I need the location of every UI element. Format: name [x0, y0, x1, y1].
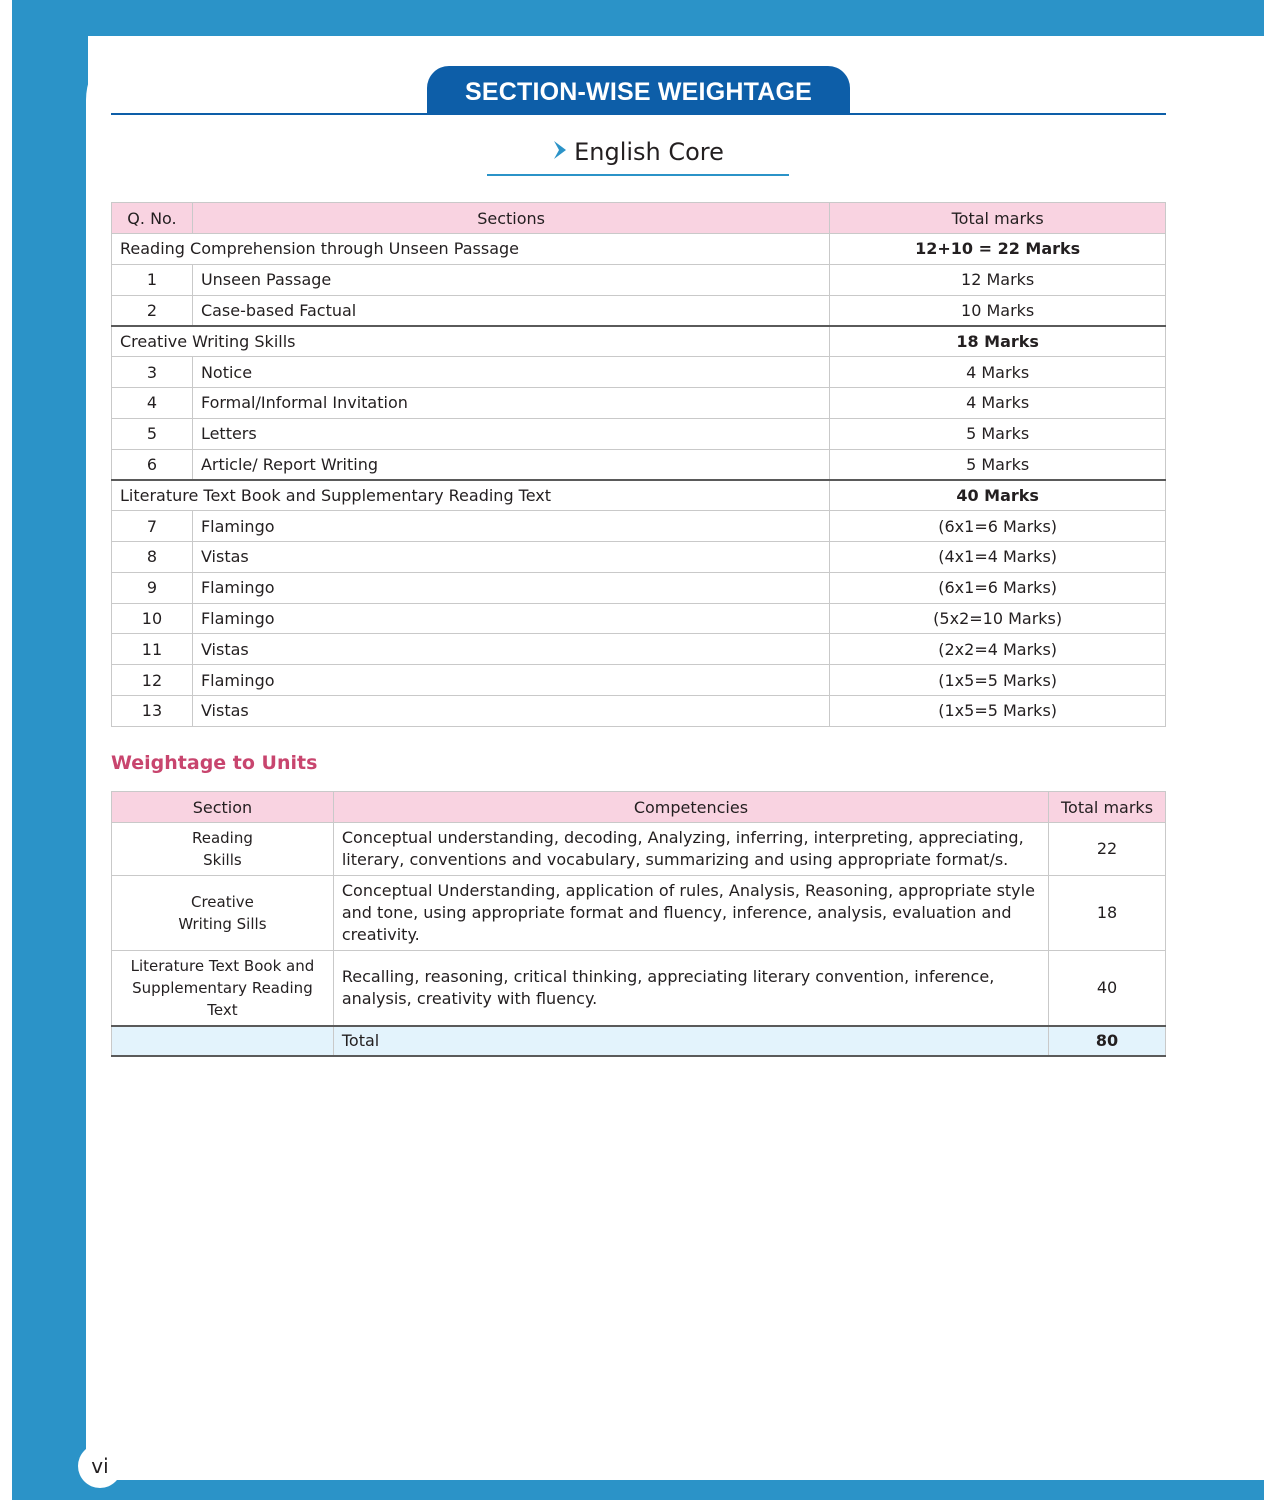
page-frame-left [12, 0, 88, 1500]
section-marks: (1x5=5 Marks) [830, 695, 1166, 726]
unit-section-line: Literature Text Book and [130, 957, 315, 975]
table-row [112, 572, 1166, 603]
header-section: Section [112, 792, 334, 823]
section-name: Case-based Factual [192, 295, 829, 326]
table-row [112, 387, 1166, 418]
total-row [112, 1026, 1166, 1056]
question-number: 13 [112, 695, 193, 726]
page-number: vi [78, 1444, 122, 1488]
chevron-right-icon [552, 140, 568, 160]
header-sections: Sections [192, 203, 829, 234]
unit-section [112, 823, 334, 876]
section-name: Article/ Report Writing [192, 449, 829, 480]
table-row [112, 951, 1166, 1027]
table-row [112, 357, 1166, 388]
section-name: Vistas [192, 541, 829, 572]
header-qno: Q. No. [112, 203, 193, 234]
question-number: 4 [112, 387, 193, 418]
unit-marks: 18 [1049, 876, 1166, 951]
units-weightage-table [111, 791, 1166, 1057]
group-row [112, 326, 1166, 357]
table-row [112, 541, 1166, 572]
units-heading: Weightage to Units [111, 752, 318, 774]
question-number: 8 [112, 541, 193, 572]
section-marks: 4 Marks [830, 387, 1166, 418]
section-marks: (1x5=5 Marks) [830, 665, 1166, 696]
section-marks: (6x1=6 Marks) [830, 572, 1166, 603]
unit-competencies: Recalling, reasoning, critical thinking, appreciating literary convention, inference, analysis, creativity with fluency. [333, 951, 1048, 1027]
question-number: 3 [112, 357, 193, 388]
subject-title [487, 138, 789, 176]
section-name: Flamingo [192, 511, 829, 542]
subject-text: English Core [574, 138, 724, 166]
table-row [112, 634, 1166, 665]
table-row [112, 665, 1166, 696]
page-frame-top [12, 0, 1264, 36]
unit-section-line: Skills [203, 851, 242, 869]
unit-section [112, 876, 334, 951]
section-name: Letters [192, 418, 829, 449]
section-marks: 5 Marks [830, 418, 1166, 449]
unit-section-line: Reading [191, 829, 253, 847]
unit-section-line: Creative [190, 893, 254, 911]
unit-section-line: Supplementary Reading Text [132, 979, 313, 1019]
table-row [112, 295, 1166, 326]
unit-marks: 40 [1049, 951, 1166, 1027]
section-marks: (2x2=4 Marks) [830, 634, 1166, 665]
group-title: Creative Writing Skills [112, 326, 830, 357]
section-name: Flamingo [192, 603, 829, 634]
section-banner: SECTION-WISE WEIGHTAGE [427, 66, 850, 114]
section-name: Formal/Informal Invitation [192, 387, 829, 418]
section-marks: (4x1=4 Marks) [830, 541, 1166, 572]
table-header-row [112, 792, 1166, 823]
unit-competencies: Conceptual Understanding, application of rules, Analysis, Reasoning, appropriate style and tone, using appropriate format and fluency, inference, analysis, evaluation and creativity. [333, 876, 1048, 951]
section-weightage-table [111, 202, 1166, 727]
header-total-marks: Total marks [830, 203, 1166, 234]
section-name: Vistas [192, 695, 829, 726]
table-row [112, 823, 1166, 876]
table-row [112, 511, 1166, 542]
total-label: Total [333, 1026, 1048, 1056]
unit-section [112, 951, 334, 1027]
section-name: Flamingo [192, 665, 829, 696]
question-number: 7 [112, 511, 193, 542]
section-marks: (5x2=10 Marks) [830, 603, 1166, 634]
table-row [112, 264, 1166, 295]
section-marks: 5 Marks [830, 449, 1166, 480]
group-title: Reading Comprehension through Unseen Passage [112, 234, 830, 265]
question-number: 6 [112, 449, 193, 480]
question-number: 1 [112, 264, 193, 295]
question-number: 5 [112, 418, 193, 449]
banner-rule [111, 113, 1166, 115]
table-header-row [112, 203, 1166, 234]
section-name: Vistas [192, 634, 829, 665]
section-name: Unseen Passage [192, 264, 829, 295]
total-empty-cell [112, 1026, 334, 1056]
section-marks: 12 Marks [830, 264, 1166, 295]
section-marks: (6x1=6 Marks) [830, 511, 1166, 542]
group-row [112, 480, 1166, 511]
table-row [112, 695, 1166, 726]
table-row [112, 449, 1166, 480]
unit-competencies: Conceptual understanding, decoding, Analyzing, inferring, interpreting, appreciating, literary, conventions and vocabulary, summarizing and using appropriate format/s. [333, 823, 1048, 876]
unit-section-line: Writing Sills [178, 915, 267, 933]
question-number: 11 [112, 634, 193, 665]
group-marks: 40 Marks [830, 480, 1166, 511]
table-row [112, 603, 1166, 634]
section-name: Notice [192, 357, 829, 388]
group-marks: 12+10 = 22 Marks [830, 234, 1166, 265]
question-number: 10 [112, 603, 193, 634]
header-competencies: Competencies [333, 792, 1048, 823]
page-frame-bottom [12, 1480, 1264, 1500]
question-number: 2 [112, 295, 193, 326]
section-name: Flamingo [192, 572, 829, 603]
group-title: Literature Text Book and Supplementary Reading Text [112, 480, 830, 511]
section-marks: 10 Marks [830, 295, 1166, 326]
section-marks: 4 Marks [830, 357, 1166, 388]
table-row [112, 876, 1166, 951]
header-total-marks: Total marks [1049, 792, 1166, 823]
group-row [112, 234, 1166, 265]
question-number: 9 [112, 572, 193, 603]
total-marks: 80 [1049, 1026, 1166, 1056]
unit-marks: 22 [1049, 823, 1166, 876]
table-row [112, 418, 1166, 449]
question-number: 12 [112, 665, 193, 696]
group-marks: 18 Marks [830, 326, 1166, 357]
